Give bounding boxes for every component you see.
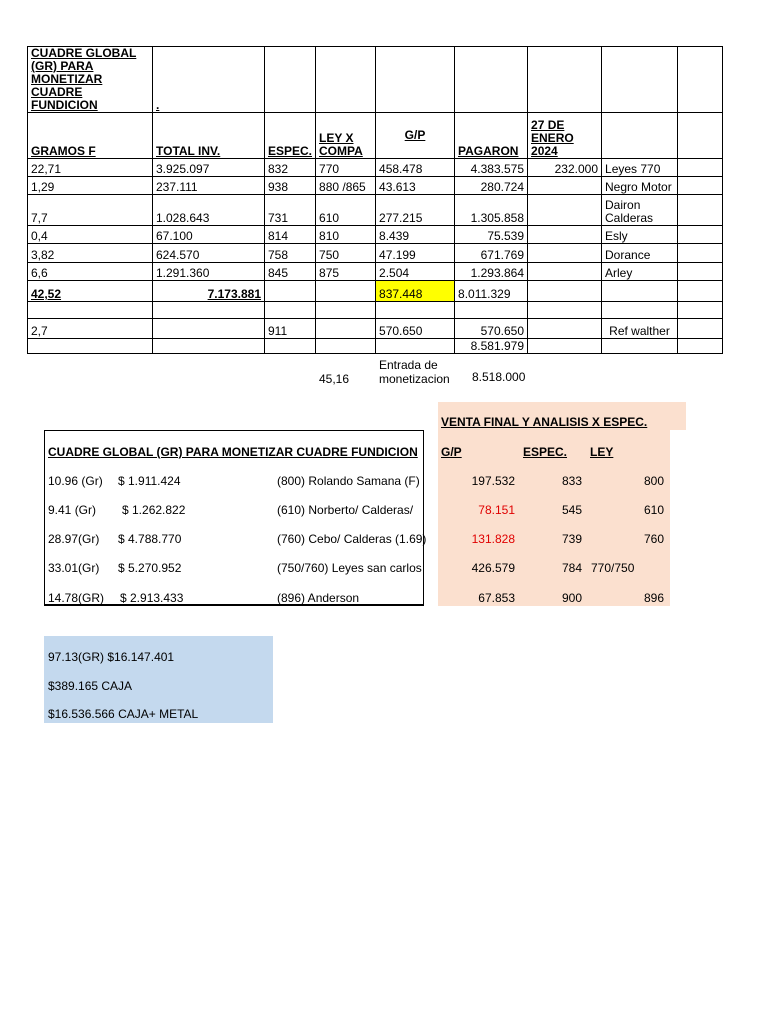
total-inv: 7.173.881 <box>153 281 265 302</box>
venta-ley: 800 <box>643 474 664 488</box>
totals-row <box>28 281 723 302</box>
header-espec: ESPEC. <box>265 113 316 159</box>
cell-espec: 911 <box>265 319 316 339</box>
cell-total: 67.100 <box>153 226 265 244</box>
venta-espec: 739 <box>561 532 582 546</box>
cell-ley: 875 <box>316 263 376 281</box>
box-gr: 33.01(Gr) <box>48 561 100 575</box>
cell-gp: 570.650 <box>376 319 455 339</box>
cell-total: 624.570 <box>153 244 265 263</box>
grand-total: 8.581.979 <box>455 339 528 354</box>
cell-ley: 610 <box>316 195 376 226</box>
box-gr: 10.96 (Gr) <box>48 474 103 488</box>
top-ledger-table <box>27 46 723 354</box>
venta-final-title: VENTA FINAL Y ANALISIS X ESPEC. <box>441 415 648 429</box>
box-desc: (610) Norberto/ Calderas/ <box>277 503 414 517</box>
box-amount: $ 4.788.770 <box>118 532 182 546</box>
box-amount: $ 2.913.433 <box>120 591 184 605</box>
venta-espec: 833 <box>561 474 582 488</box>
header-pagaron: PAGARON <box>455 113 528 159</box>
cell-gp: 43.613 <box>376 177 455 195</box>
total-gp: 837.448 <box>376 281 455 302</box>
cell-gp: 8.439 <box>376 226 455 244</box>
cell-fecha <box>528 244 602 263</box>
cell-gramos: 3,82 <box>28 244 153 263</box>
box-title: CUADRE GLOBAL (GR) PARA MONETIZAR CUADRE FUNDICION <box>48 445 418 459</box>
cell-pagaron: 75.539 <box>455 226 528 244</box>
venta-header-gp: G/P <box>441 445 462 459</box>
venta-espec: 545 <box>561 503 582 517</box>
box-gr: 14.78(GR) <box>48 591 105 605</box>
total-gramos: 42,52 <box>28 281 153 302</box>
cell-gramos: 7,7 <box>28 195 153 226</box>
cell-pagaron: 1.293.864 <box>455 263 528 281</box>
cell-total: 1.291.360 <box>153 263 265 281</box>
entrada-label: Entrada de monetizacion <box>379 358 450 386</box>
cell-gp: 458.478 <box>376 159 455 177</box>
cell-gramos: 1,29 <box>28 177 153 195</box>
entrada-value: 8.518.000 <box>472 370 526 384</box>
cell-fecha <box>528 226 602 244</box>
cell-espec: 832 <box>265 159 316 177</box>
table-row <box>28 319 723 339</box>
venta-espec: 784 <box>561 561 582 575</box>
table-row <box>28 244 723 263</box>
venta-ley: 760 <box>643 532 664 546</box>
cell-ley: 750 <box>316 244 376 263</box>
box-gr: 9.41 (Gr) <box>48 503 97 517</box>
cell-total: 3.925.097 <box>153 159 265 177</box>
title-cell: CUADRE GLOBAL (GR) PARA MONETIZAR CUADRE FUNDICION <box>28 47 153 113</box>
cell-total: 237.111 <box>153 177 265 195</box>
cell-gramos: 2,7 <box>28 319 153 339</box>
venta-gp: 426.579 <box>471 561 515 575</box>
box-desc: (760) Cebo/ Calderas (1.69) <box>277 532 427 546</box>
box-gr: 28.97(Gr) <box>48 532 100 546</box>
cell-ley: 880 /865 <box>316 177 376 195</box>
title-dot: . <box>153 47 265 113</box>
box-amount: $ 1.911.424 <box>118 474 181 488</box>
venta-espec: 900 <box>561 591 582 605</box>
cell-espec: 731 <box>265 195 316 226</box>
venta-header-ley: LEY <box>590 445 614 459</box>
cell-gp: 2.504 <box>376 263 455 281</box>
cell-espec: 814 <box>265 226 316 244</box>
venta-gp: 78.151 <box>478 503 515 517</box>
venta-ley: 610 <box>643 503 664 517</box>
value-4516: 45,16 <box>319 372 350 386</box>
cell-ley: 770 <box>316 159 376 177</box>
cell-nombre: Negro Motor <box>602 177 678 195</box>
summary-line-1: 97.13(GR) $16.147.401 <box>48 650 175 664</box>
cell-nombre: Dairon Calderas <box>602 195 678 226</box>
header-total-inv: TOTAL INV. <box>153 113 265 159</box>
venta-header-espec: ESPEC. <box>523 445 568 459</box>
header-gp: G/P <box>376 113 455 159</box>
cell-ley: 810 <box>316 226 376 244</box>
box-amount: $ 5.270.952 <box>118 561 182 575</box>
cell-pagaron: 4.383.575 <box>455 159 528 177</box>
cell-pagaron: 280.724 <box>455 177 528 195</box>
total-pagaron: 8.011.329 <box>455 281 528 302</box>
cell-nombre: Ref walther <box>602 319 678 339</box>
cell-fecha <box>528 263 602 281</box>
cell-gp: 277.215 <box>376 195 455 226</box>
cell-fecha <box>528 177 602 195</box>
box-desc: (800) Rolando Samana (F) <box>277 474 420 488</box>
venta-gp: 67.853 <box>478 591 515 605</box>
cell-pagaron: 671.769 <box>455 244 528 263</box>
header-gramos: GRAMOS F <box>28 113 153 159</box>
venta-gp: 197.532 <box>471 474 515 488</box>
summary-line-3: $16.536.566 CAJA+ METAL <box>48 707 199 721</box>
cell-gramos: 22,71 <box>28 159 153 177</box>
cell-espec: 758 <box>265 244 316 263</box>
box-desc: (750/760) Leyes san carlos <box>277 561 422 575</box>
cell-total: 1.028.643 <box>153 195 265 226</box>
table-row <box>28 263 723 281</box>
cell-nombre: Leyes 770 <box>602 159 678 177</box>
venta-gp: 131.828 <box>471 532 515 546</box>
cell-espec: 845 <box>265 263 316 281</box>
box-amount: $ 1.262.822 <box>122 503 186 517</box>
cell-gramos: 0,4 <box>28 226 153 244</box>
cell-gramos: 6,6 <box>28 263 153 281</box>
table-row <box>28 195 723 226</box>
cell-gp: 47.199 <box>376 244 455 263</box>
cell-nombre: Esly <box>602 226 678 244</box>
box-desc: (896) Anderson <box>277 591 360 605</box>
table-row <box>28 177 723 195</box>
cell-fecha <box>528 195 602 226</box>
cell-pagaron: 570.650 <box>455 319 528 339</box>
table-row <box>28 226 723 244</box>
cell-pagaron: 1.305.858 <box>455 195 528 226</box>
venta-ley: 896 <box>643 591 664 605</box>
summary-line-2: $389.165 CAJA <box>48 679 133 693</box>
cell-nombre: Dorance <box>602 244 678 263</box>
venta-ley: 770/750 <box>591 561 635 575</box>
header-ley: LEY X COMPA <box>316 113 376 159</box>
cell-fecha: 232.000 <box>528 159 602 177</box>
table-row <box>28 159 723 177</box>
header-fecha: 27 DE ENERO 2024 <box>528 113 602 159</box>
cell-espec: 938 <box>265 177 316 195</box>
cell-nombre: Arley <box>602 263 678 281</box>
